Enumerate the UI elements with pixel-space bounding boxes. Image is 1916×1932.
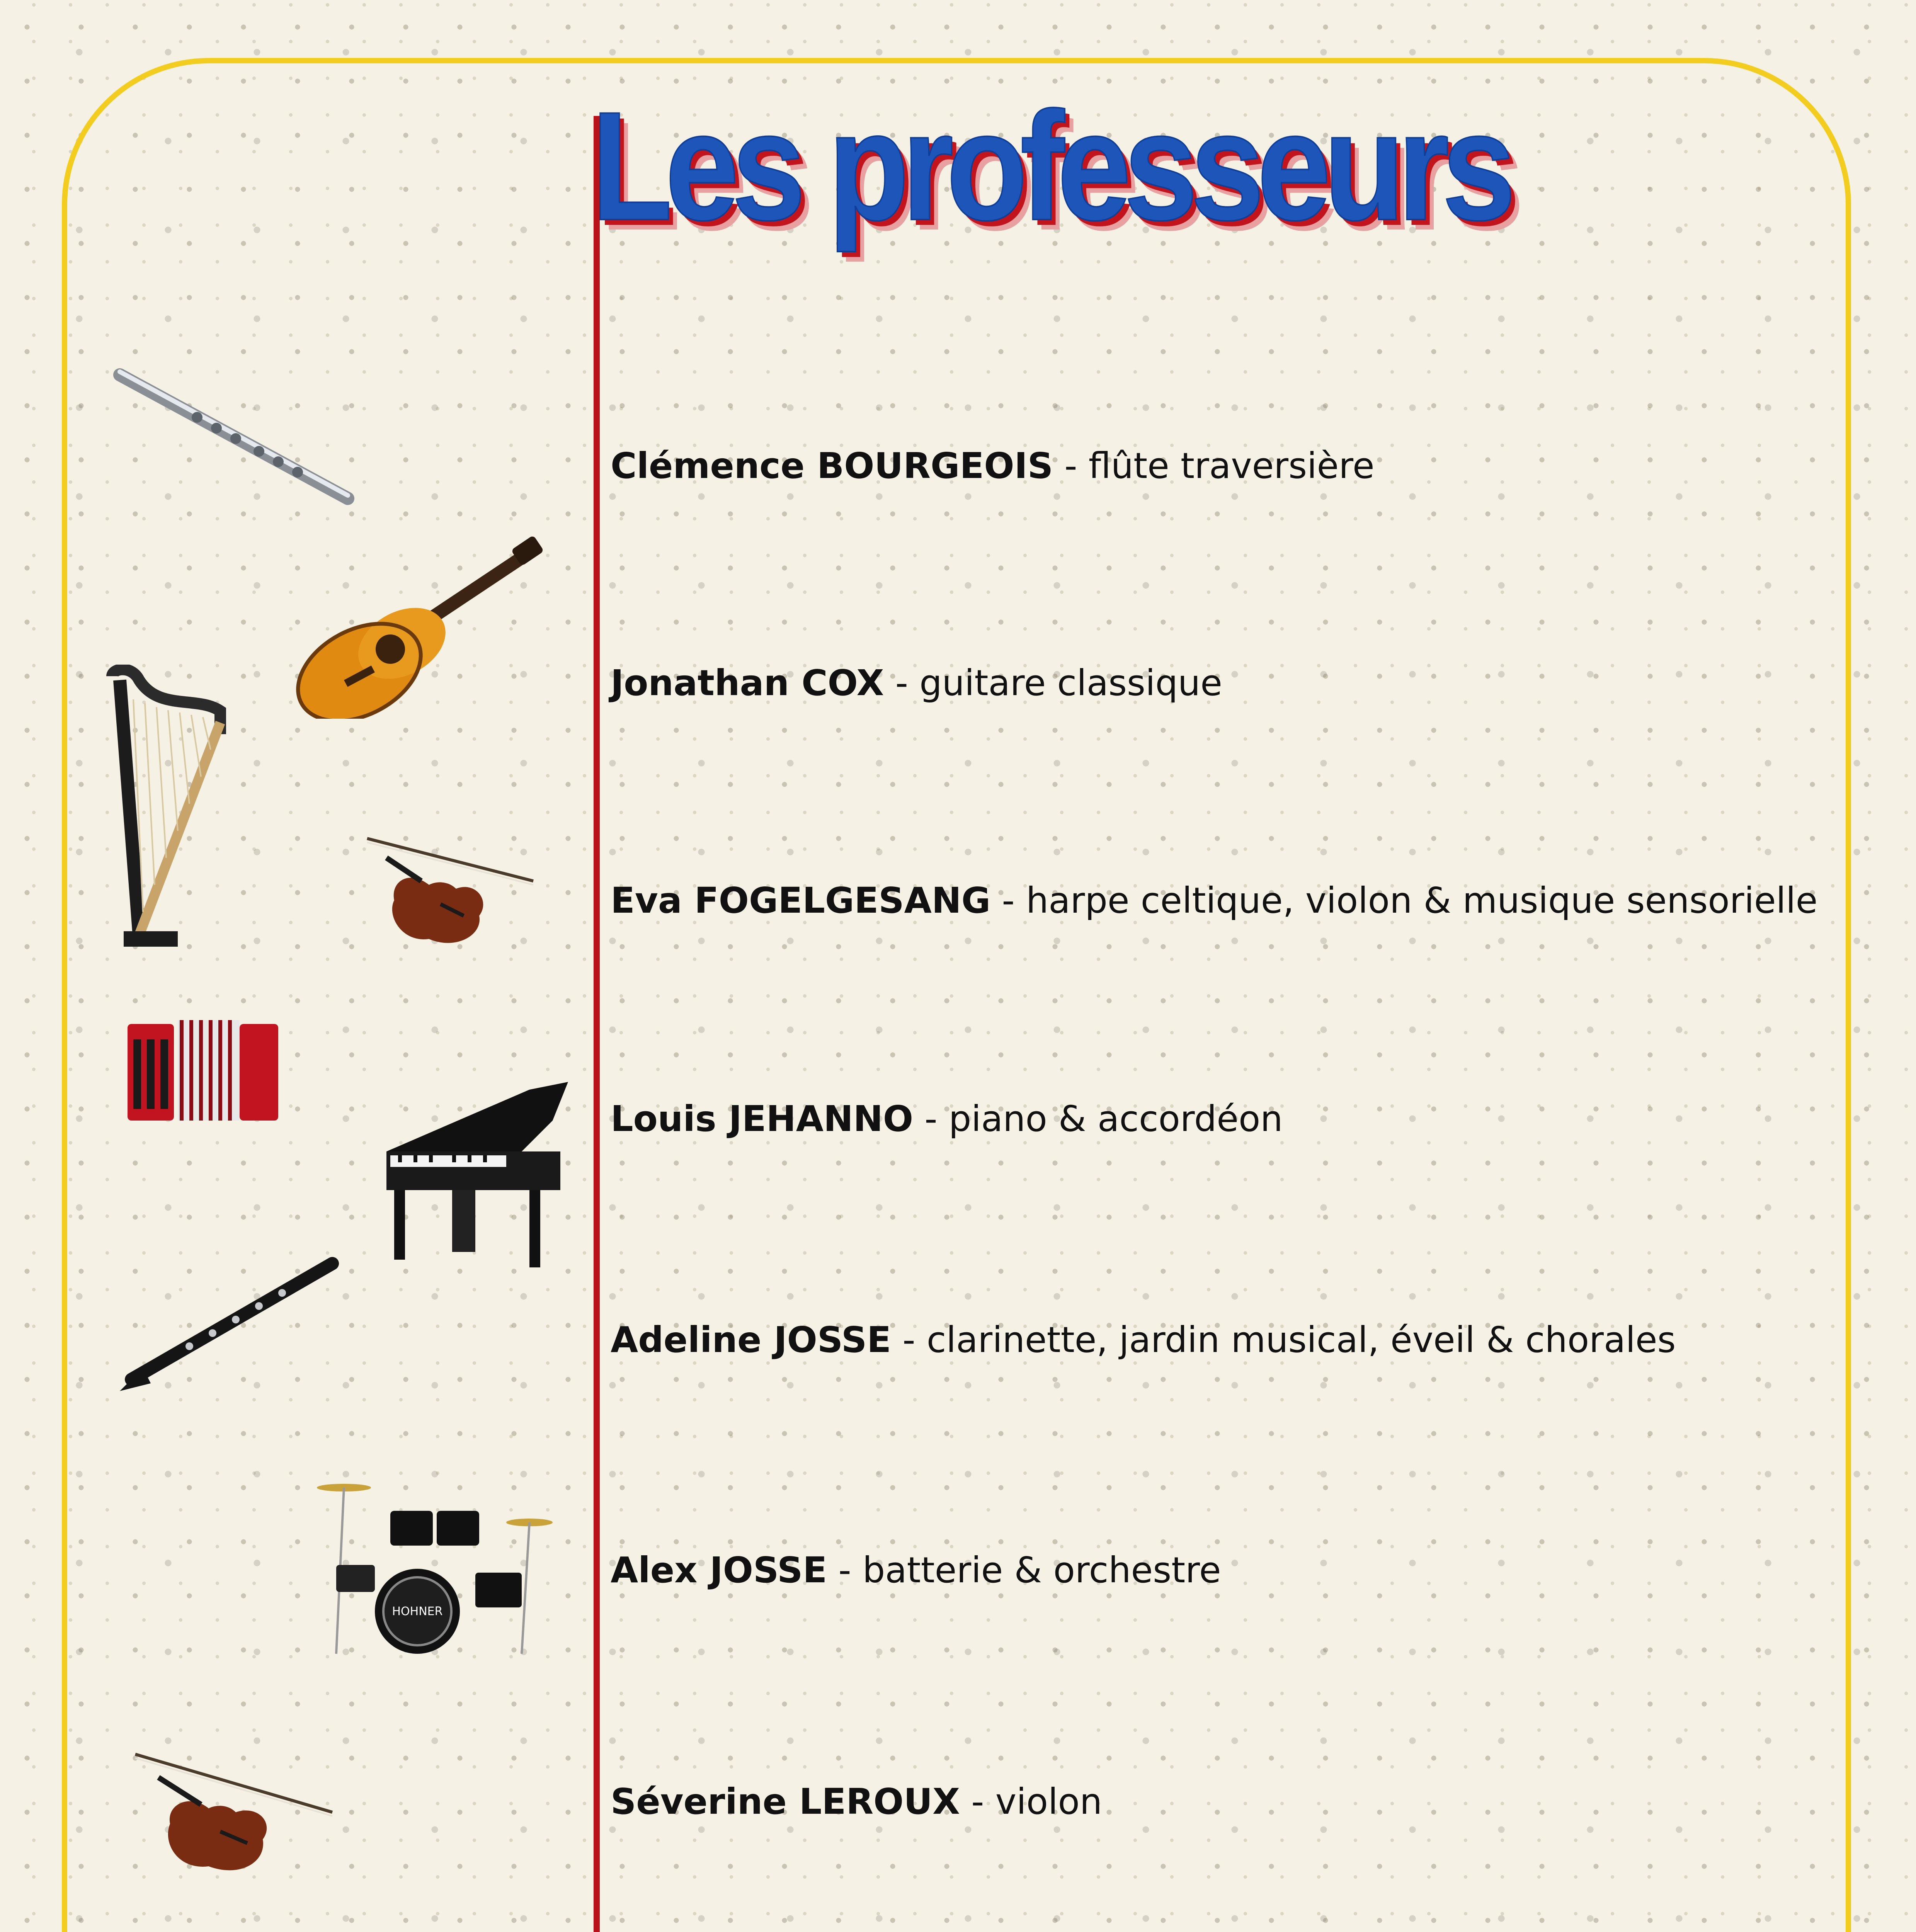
- teacher-name: Alex JOSSE: [611, 1549, 827, 1591]
- teacher-subject: batterie & orchestre: [862, 1549, 1221, 1591]
- separator: -: [1064, 445, 1077, 486]
- violin-icon: [363, 827, 541, 958]
- teacher-line: [611, 445, 1375, 486]
- teacher-line: [611, 1781, 1103, 1822]
- classical-guitar-icon: [286, 533, 549, 719]
- teacher-subject: flûte traversière: [1088, 445, 1375, 486]
- teacher-line: [611, 662, 1222, 704]
- accordion-icon: [120, 1012, 282, 1128]
- page-title: Les professeurs: [591, 80, 1509, 252]
- teacher-line: [611, 1098, 1283, 1139]
- vertical-rule: [594, 116, 600, 1932]
- teacher-name: Eva FOGELGESANG: [611, 880, 991, 921]
- separator: -: [924, 1098, 938, 1139]
- teacher-line: [611, 1319, 1676, 1361]
- separator: -: [1002, 880, 1015, 921]
- drum-kit-icon: [313, 1472, 553, 1665]
- teacher-subject: violon: [995, 1781, 1103, 1822]
- separator: -: [971, 1781, 984, 1822]
- flute-icon: [112, 363, 363, 510]
- grand-piano-icon: [375, 1074, 576, 1275]
- teacher-line: [611, 880, 1818, 921]
- teacher-name: Jonathan COX: [611, 662, 884, 704]
- teacher-name: Clémence BOURGEOIS: [611, 445, 1053, 486]
- drum-brand-label: HOHNER: [392, 1605, 443, 1618]
- harp-icon: [97, 665, 236, 958]
- violin-icon: [131, 1739, 340, 1886]
- teacher-name: Adeline JOSSE: [611, 1319, 892, 1361]
- teacher-subject: guitare classique: [919, 662, 1222, 704]
- teacher-subject: harpe celtique, violon & musique sensorielle: [1026, 880, 1818, 921]
- teacher-line: [611, 1549, 1221, 1591]
- separator: -: [838, 1549, 851, 1591]
- clarinet-icon: [112, 1252, 344, 1399]
- separator: -: [902, 1319, 915, 1361]
- teacher-subject: clarinette, jardin musical, éveil & chorales: [926, 1319, 1676, 1361]
- separator: -: [895, 662, 908, 704]
- teacher-name: Louis JEHANNO: [611, 1098, 914, 1139]
- teacher-subject: piano & accordéon: [948, 1098, 1283, 1139]
- teacher-name: Séverine LEROUX: [611, 1781, 960, 1822]
